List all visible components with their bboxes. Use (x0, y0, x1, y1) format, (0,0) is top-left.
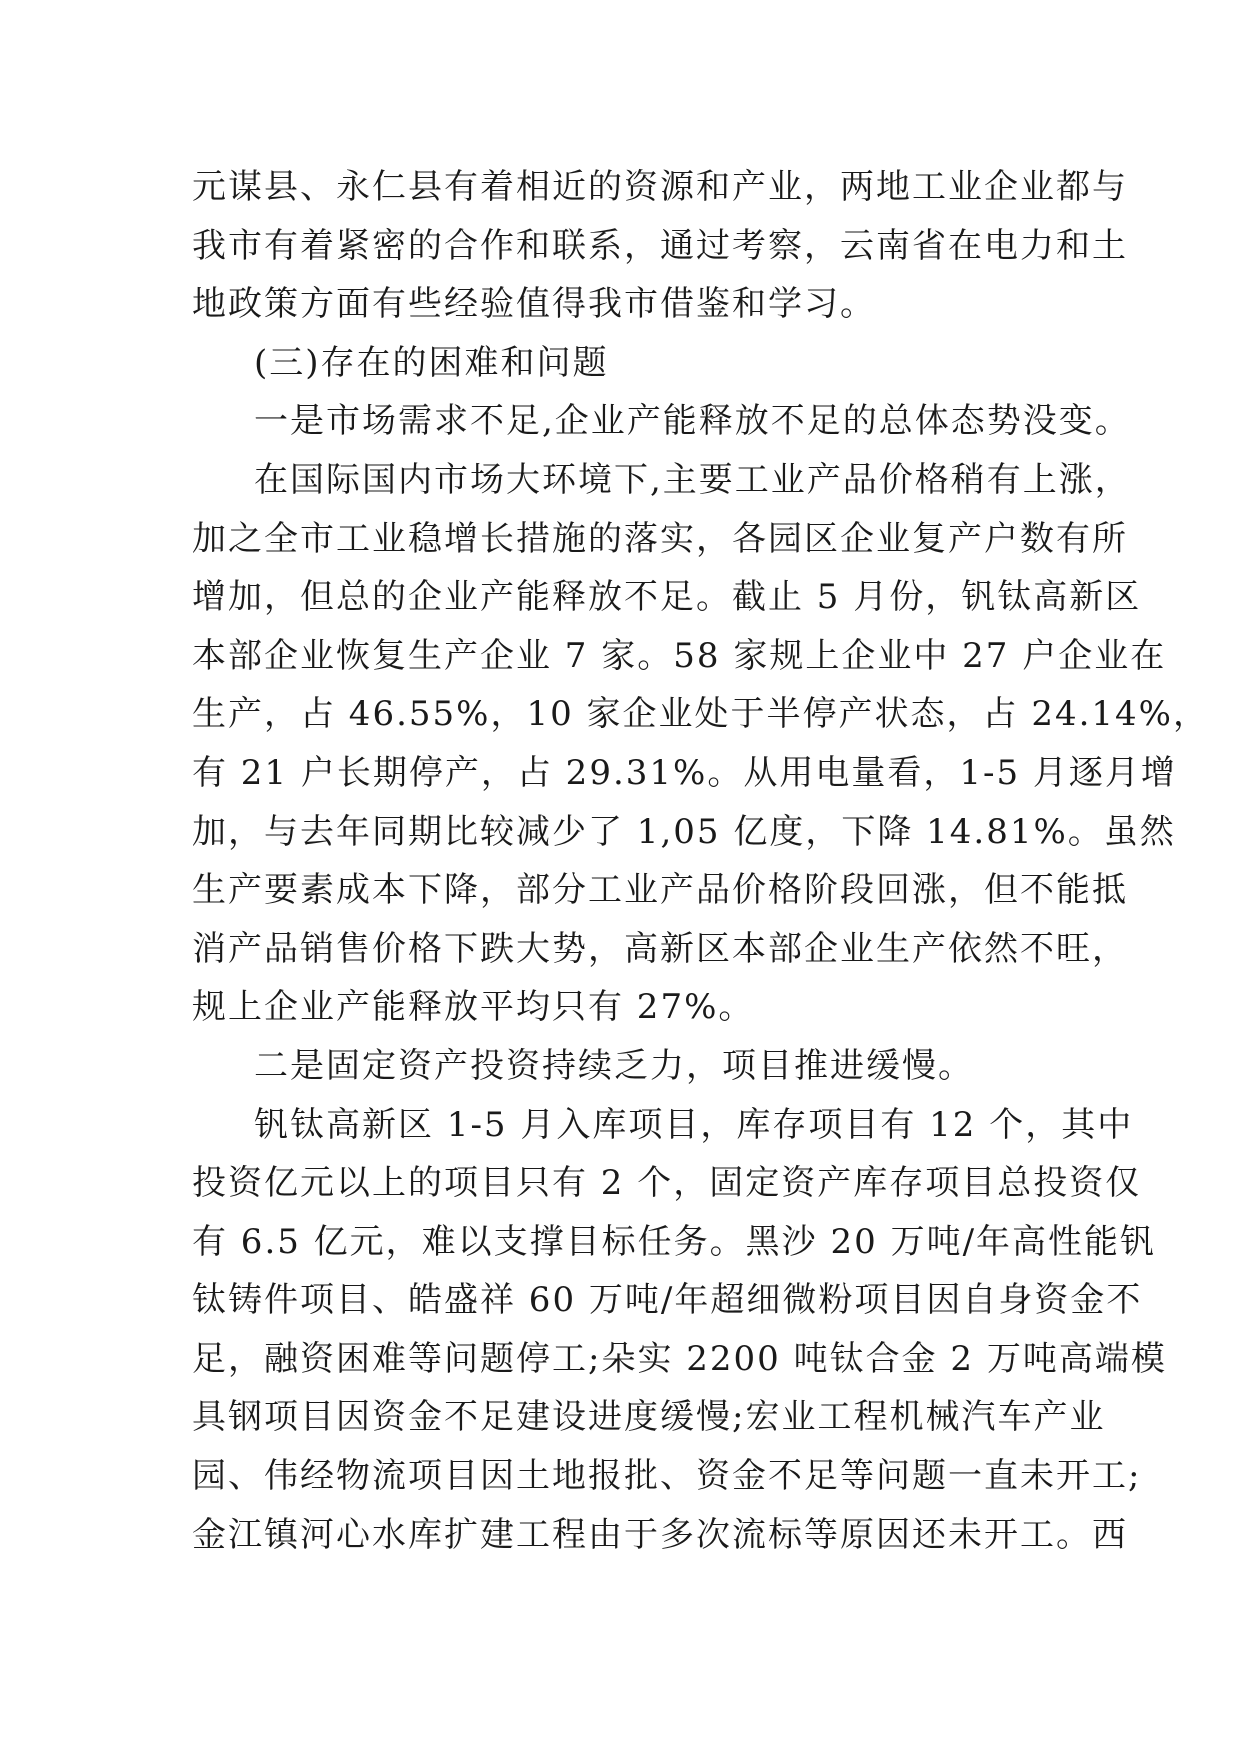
text-line: 加，与去年同期比较减少了 1,05 亿度，下降 14.81%。虽然 (192, 811, 1176, 852)
text-line: 足，融资困难等问题停工;朵实 2200 吨钛合金 2 万吨高端模 (192, 1338, 1167, 1379)
text-line: 增加，但总的企业产能释放不足。截止 5 月份，钒钛高新区 (192, 577, 1142, 618)
text-line: 生产，占 46.55%，10 家企业处于半停产状态，占 24.14%， (192, 694, 1209, 735)
text-line: 具钢项目因资金不足建设进度缓慢;宏业工程机械汽车产业 (192, 1397, 1106, 1438)
text-line: 投资亿元以上的项目只有 2 个，固定资产库存项目总投资仅 (192, 1163, 1142, 1204)
text-line: 地政策方面有些经验值得我市借鉴和学习。 (192, 284, 876, 325)
text-line: 元谋县、永仁县有着相近的资源和产业，两地工业企业都与 (192, 167, 1128, 207)
text-line: 本部企业恢复生产企业 7 家。58 家规上企业中 27 户企业在 (192, 635, 1167, 676)
text-line: 钛铸件项目、皓盛祥 60 万吨/年超细微粉项目因自身资金不 (192, 1280, 1143, 1321)
text-line: 消产品销售价格下跌大势，高新区本部企业生产依然不旺， (192, 928, 1128, 969)
document-body (192, 158, 1209, 1564)
text-line: 加之全市工业稳增长措施的落实，各园区企业复产户数有所 (192, 518, 1128, 559)
text-line: 在国际国内市场大环境下,主要工业产品价格稍有上涨， (254, 459, 1131, 500)
text-line: 钒钛高新区 1-5 月入库项目，库存项目有 12 个，其中 (254, 1104, 1134, 1145)
text-line: (三)存在的困难和问题 (254, 342, 609, 383)
text-line: 有 6.5 亿元，难以支撑目标任务。黑沙 20 万吨/年高性能钒 (192, 1221, 1157, 1262)
text-line: 园、伟经物流项目因土地报批、资金不足等问题一直未开工; (192, 1456, 1142, 1497)
text-line: 规上企业产能释放平均只有 27%。 (192, 987, 755, 1028)
text-line: 金江镇河心水库扩建工程由于多次流标等原因还未开工。西 (192, 1514, 1128, 1555)
text-line: 生产要素成本下降，部分工业产品价格阶段回涨，但不能抵 (192, 870, 1128, 911)
text-line: 我市有着紧密的合作和联系，通过考察，云南省在电力和土 (192, 225, 1128, 266)
text-line: 二是固定资产投资持续乏力，项目推进缓慢。 (254, 1045, 974, 1086)
text-line: 一是市场需求不足,企业产能释放不足的总体态势没变。 (254, 401, 1131, 442)
text-line: 有 21 户长期停产，占 29.31%。从用电量看，1-5 月逐月增 (192, 752, 1177, 793)
